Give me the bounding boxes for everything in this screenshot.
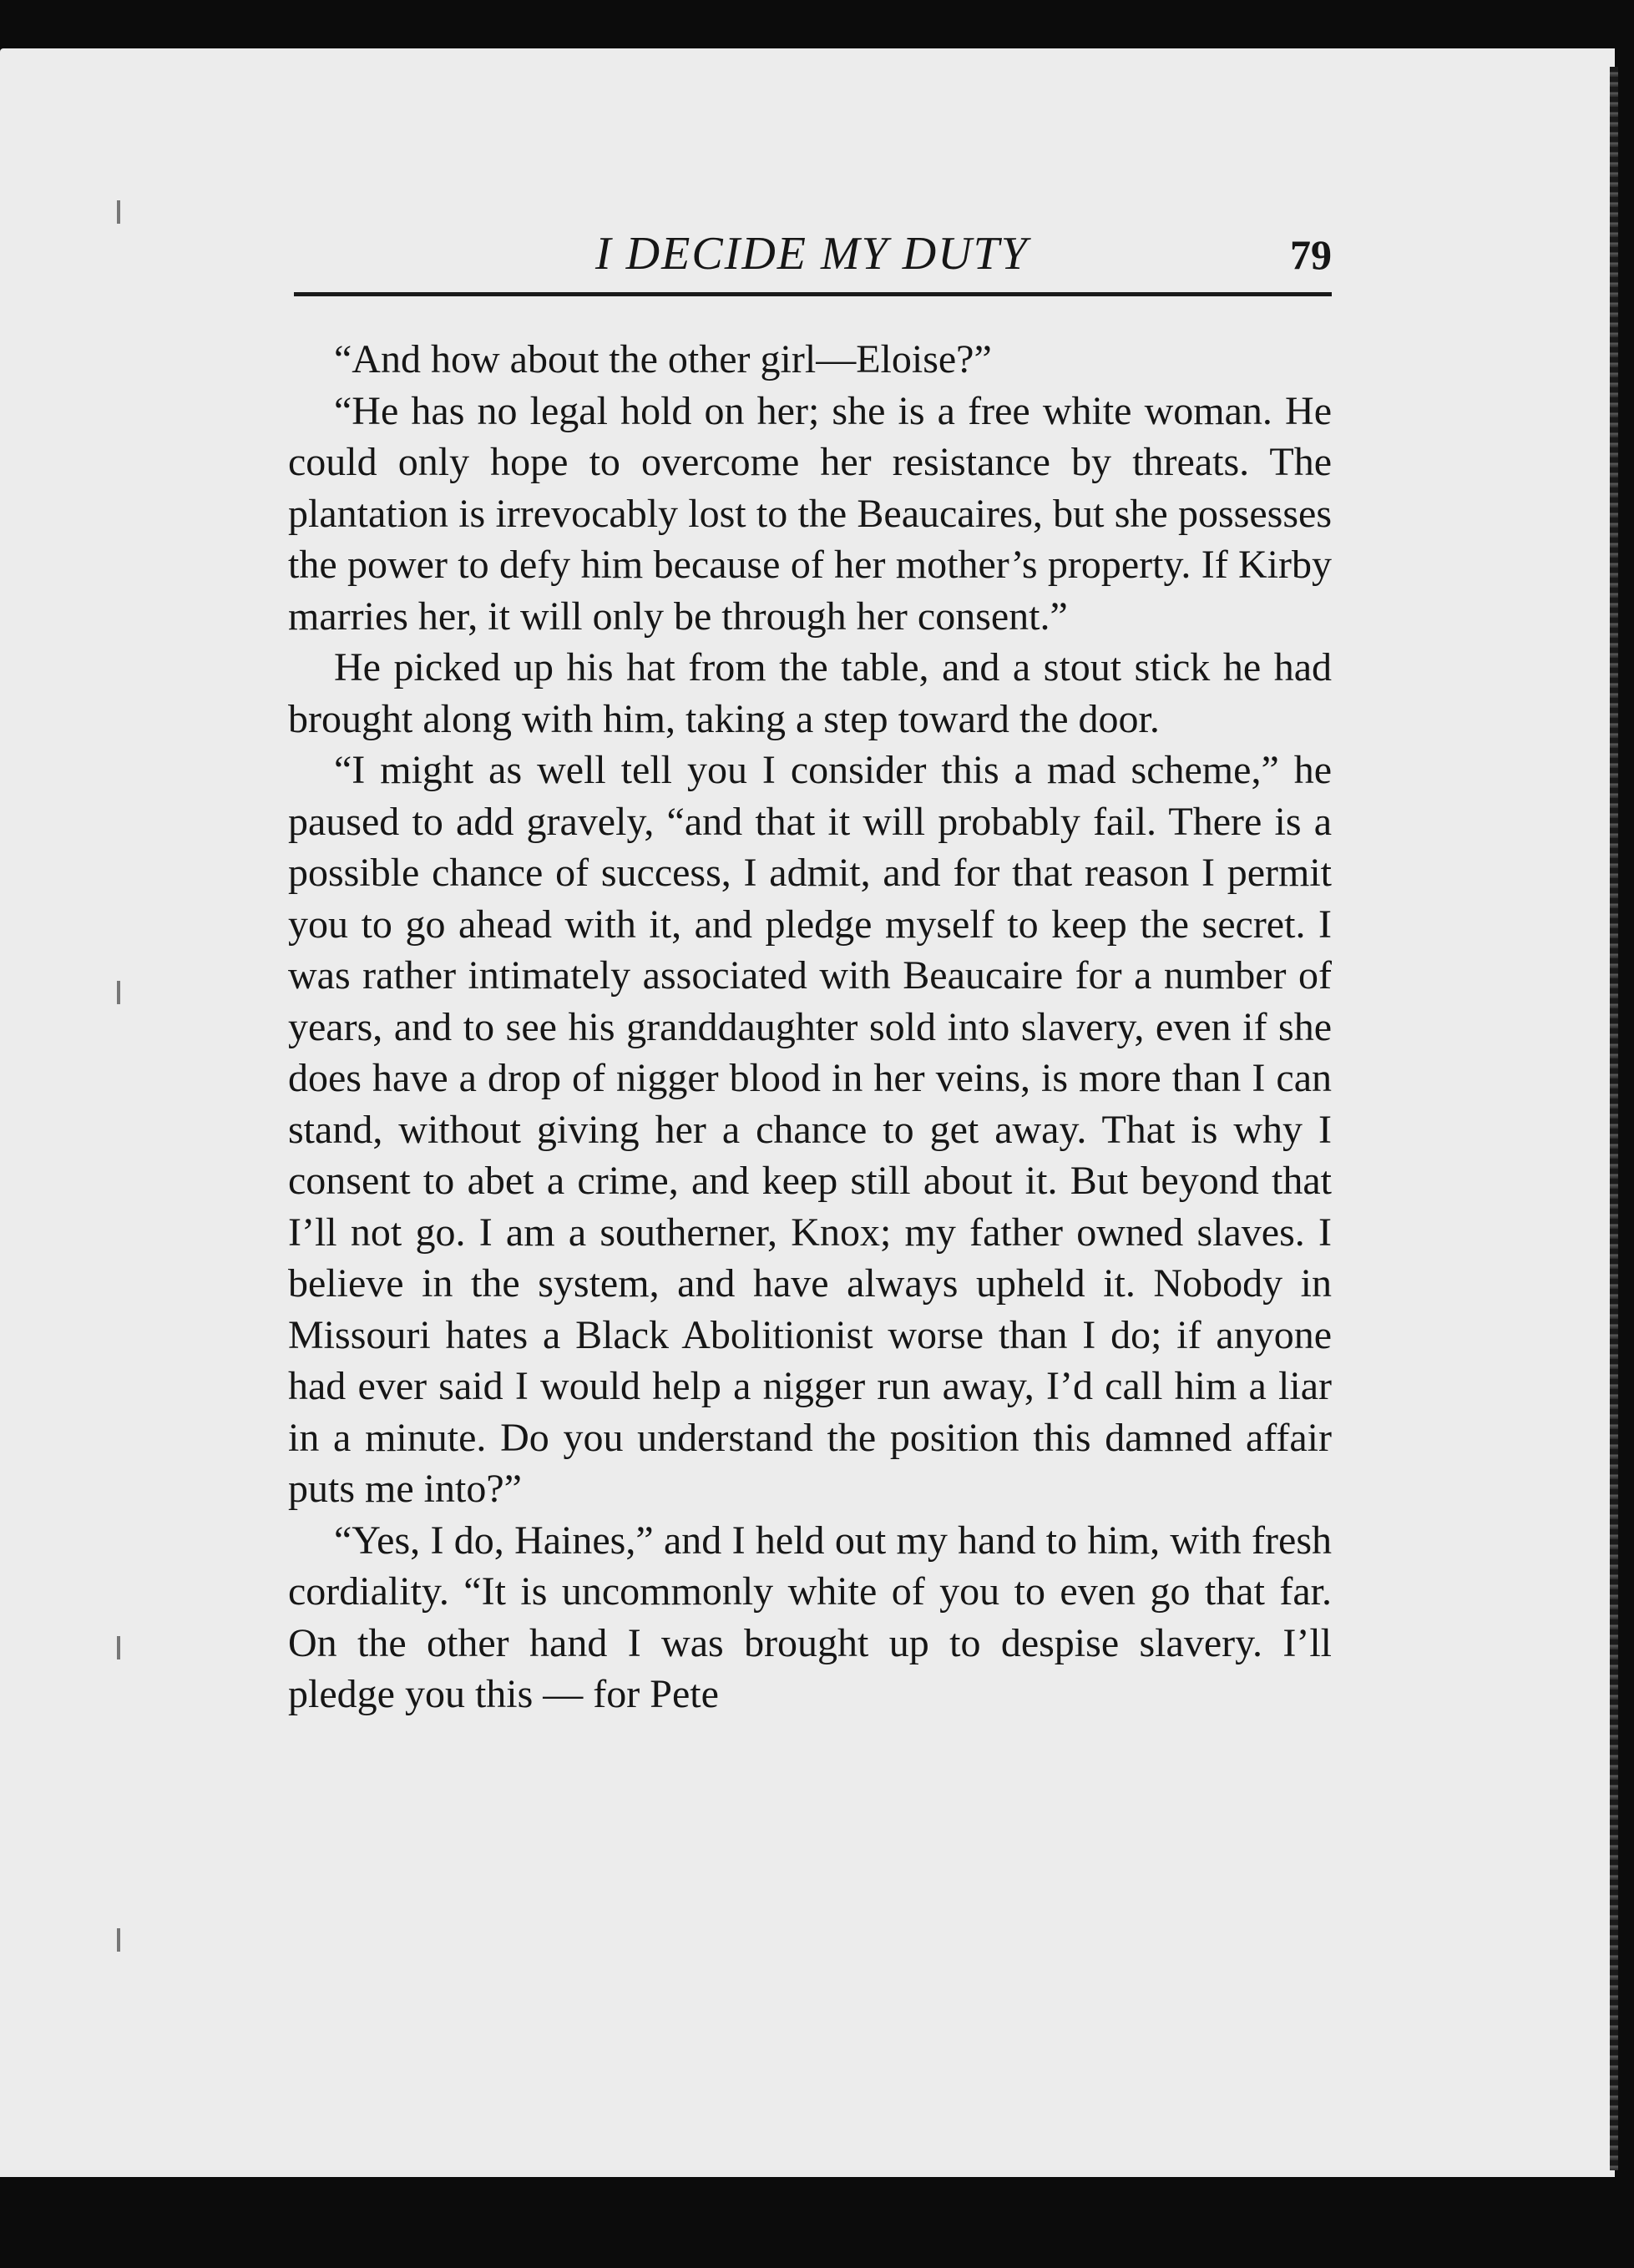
paragraph: “He has no legal hold on her; she is a free white woman. He could only hope to overcome her resistance by threats. The plantation is irrevocably lost to the Beaucaires, but she possesses the power to defy him because of her mother’s property. If Kirby marries her, it will only be through her consent.” bbox=[288, 388, 1332, 639]
header-rule bbox=[294, 292, 1332, 296]
paragraph: “I might as well tell you I consider this a mad scheme,” he paused to add gravely, “and that it will probably fail. There is a possible chance of success, I admit, and for that reason I permit you to go ahead with it, and pledge myself to keep the secret. I was rather intimately associated with Beaucaire for a number of years, and to see his granddaughter sold into slavery, even if she does have a drop of nigger blood in her veins, is more than I can stand, without giving her a chance to get away. That is why I consent to abet a crime, and keep still about it. But beyond that I’ll not go. I am a southerner, Knox; my father owned slaves. I believe in the system, and have always upheld it. Nobody in Missouri hates a Black Abolitionist worse than I do; if anyone had ever said I would help a nigger run away, I’d call him a liar in a minute. Do you understand the position this damned affair puts me into?” bbox=[288, 748, 1332, 1511]
paragraph: “And how about the other girl—Eloise?” bbox=[334, 337, 992, 381]
paragraph: He picked up his hat from the table, and a stout stick he had brought along with him, taking a step toward the door. bbox=[288, 645, 1332, 741]
page-edge-shadow bbox=[1610, 67, 1618, 2170]
gutter-mark bbox=[117, 1636, 120, 1659]
page-number: 79 bbox=[1290, 231, 1332, 278]
page-header bbox=[292, 227, 1332, 294]
gutter-mark bbox=[117, 200, 120, 224]
paragraph: “Yes, I do, Haines,” and I held out my hand to him, with fresh cordiality. “It is uncommonly white of you to even go that far. On the other hand I was brought up to despise slavery. I’ll pledge you this — for Pete bbox=[288, 1518, 1332, 1716]
body-text bbox=[288, 334, 1332, 1720]
running-head: I DECIDE MY DUTY bbox=[595, 228, 1029, 280]
gutter-mark bbox=[117, 1928, 120, 1952]
gutter-mark bbox=[117, 981, 120, 1004]
